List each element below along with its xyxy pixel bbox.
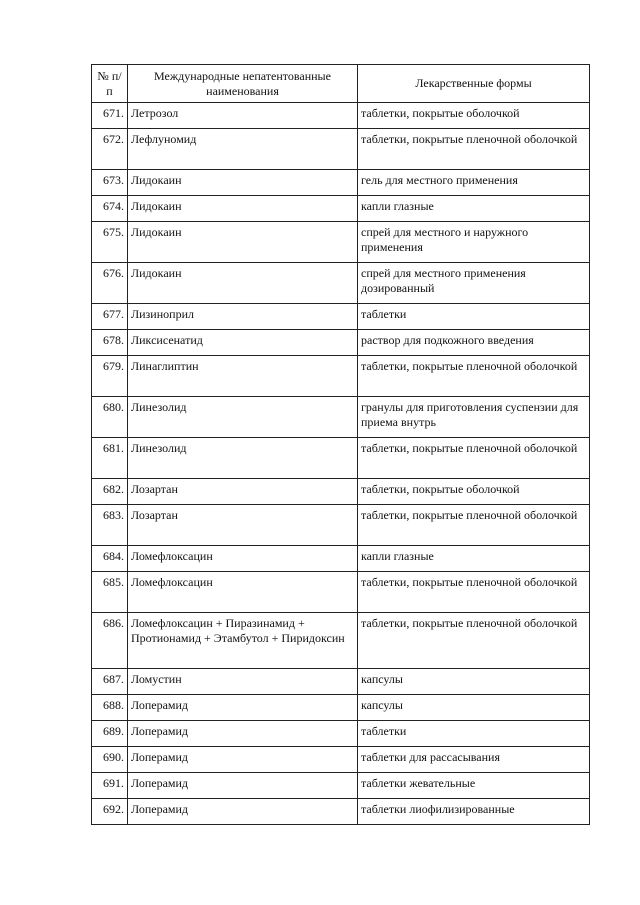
row-number: 678. [92,330,128,356]
header-num: № п/п [92,65,128,103]
table-row [92,129,590,170]
row-drug-name: Лоперамид [128,695,358,721]
row-drug-name: Лоперамид [128,747,358,773]
row-drug-name: Ломефлоксацин + Пиразинамид + Протионамид + Этамбутол + Пиридоксин [128,613,358,669]
table-row [92,747,590,773]
table-header-row [92,65,590,103]
row-dosage-form: раствор для подкожного введения [358,330,590,356]
row-drug-name: Ломустин [128,669,358,695]
row-number: 682. [92,479,128,505]
header-form: Лекарственные формы [358,65,590,103]
row-dosage-form: таблетки, покрытые пленочной оболочкой [358,505,590,546]
table-body [92,103,590,825]
row-number: 674. [92,196,128,222]
row-number: 677. [92,304,128,330]
row-drug-name: Лозартан [128,505,358,546]
table-row [92,572,590,613]
table-row [92,721,590,747]
row-dosage-form: спрей для местного и наружного применения [358,222,590,263]
row-dosage-form: гранулы для приготовления суспензии для приема внутрь [358,397,590,438]
row-drug-name: Лозартан [128,479,358,505]
row-number: 672. [92,129,128,170]
row-drug-name: Ломефлоксацин [128,572,358,613]
table-row [92,479,590,505]
row-dosage-form: таблетки [358,304,590,330]
row-dosage-form: капли глазные [358,546,590,572]
row-drug-name: Лоперамид [128,773,358,799]
row-number: 675. [92,222,128,263]
table-row [92,263,590,304]
row-number: 683. [92,505,128,546]
row-dosage-form: капсулы [358,669,590,695]
row-number: 685. [92,572,128,613]
row-drug-name: Лизиноприл [128,304,358,330]
table-row [92,695,590,721]
table-row [92,773,590,799]
row-dosage-form: спрей для местного применения дозированный [358,263,590,304]
row-drug-name: Лефлуномид [128,129,358,170]
row-drug-name: Линезолид [128,438,358,479]
row-number: 684. [92,546,128,572]
row-dosage-form: таблетки, покрытые пленочной оболочкой [358,613,590,669]
table-row [92,613,590,669]
row-dosage-form: таблетки для рассасывания [358,747,590,773]
row-drug-name: Лидокаин [128,196,358,222]
table-row [92,669,590,695]
row-number: 690. [92,747,128,773]
row-dosage-form: таблетки лиофилизированные [358,799,590,825]
row-dosage-form: таблетки, покрытые оболочкой [358,103,590,129]
row-dosage-form: таблетки, покрытые оболочкой [358,479,590,505]
row-drug-name: Ломефлоксацин [128,546,358,572]
table-row [92,304,590,330]
drug-table [91,64,590,825]
row-dosage-form: таблетки, покрытые пленочной оболочкой [358,572,590,613]
row-number: 671. [92,103,128,129]
row-drug-name: Лоперамид [128,721,358,747]
table-row [92,397,590,438]
row-dosage-form: таблетки, покрытые пленочной оболочкой [358,356,590,397]
table-row [92,222,590,263]
table-row [92,505,590,546]
table-row [92,103,590,129]
row-dosage-form: таблетки, покрытые пленочной оболочкой [358,438,590,479]
row-dosage-form: таблетки, покрытые пленочной оболочкой [358,129,590,170]
row-drug-name: Ликсисенатид [128,330,358,356]
row-number: 676. [92,263,128,304]
row-number: 689. [92,721,128,747]
row-dosage-form: капсулы [358,695,590,721]
row-number: 679. [92,356,128,397]
row-drug-name: Лидокаин [128,170,358,196]
row-drug-name: Летрозол [128,103,358,129]
row-dosage-form: капли глазные [358,196,590,222]
row-number: 688. [92,695,128,721]
table-row [92,799,590,825]
row-number: 680. [92,397,128,438]
row-drug-name: Линезолид [128,397,358,438]
table-row [92,438,590,479]
row-drug-name: Лоперамид [128,799,358,825]
row-drug-name: Линаглиптин [128,356,358,397]
row-dosage-form: таблетки жевательные [358,773,590,799]
row-number: 686. [92,613,128,669]
row-number: 673. [92,170,128,196]
row-drug-name: Лидокаин [128,222,358,263]
row-number: 681. [92,438,128,479]
row-number: 692. [92,799,128,825]
row-dosage-form: гель для местного применения [358,170,590,196]
row-drug-name: Лидокаин [128,263,358,304]
table-row [92,546,590,572]
header-name: Международные непатентованные наименования [128,65,358,103]
row-number: 691. [92,773,128,799]
table-row [92,170,590,196]
table-row [92,356,590,397]
table-row [92,330,590,356]
row-dosage-form: таблетки [358,721,590,747]
row-number: 687. [92,669,128,695]
table-row [92,196,590,222]
